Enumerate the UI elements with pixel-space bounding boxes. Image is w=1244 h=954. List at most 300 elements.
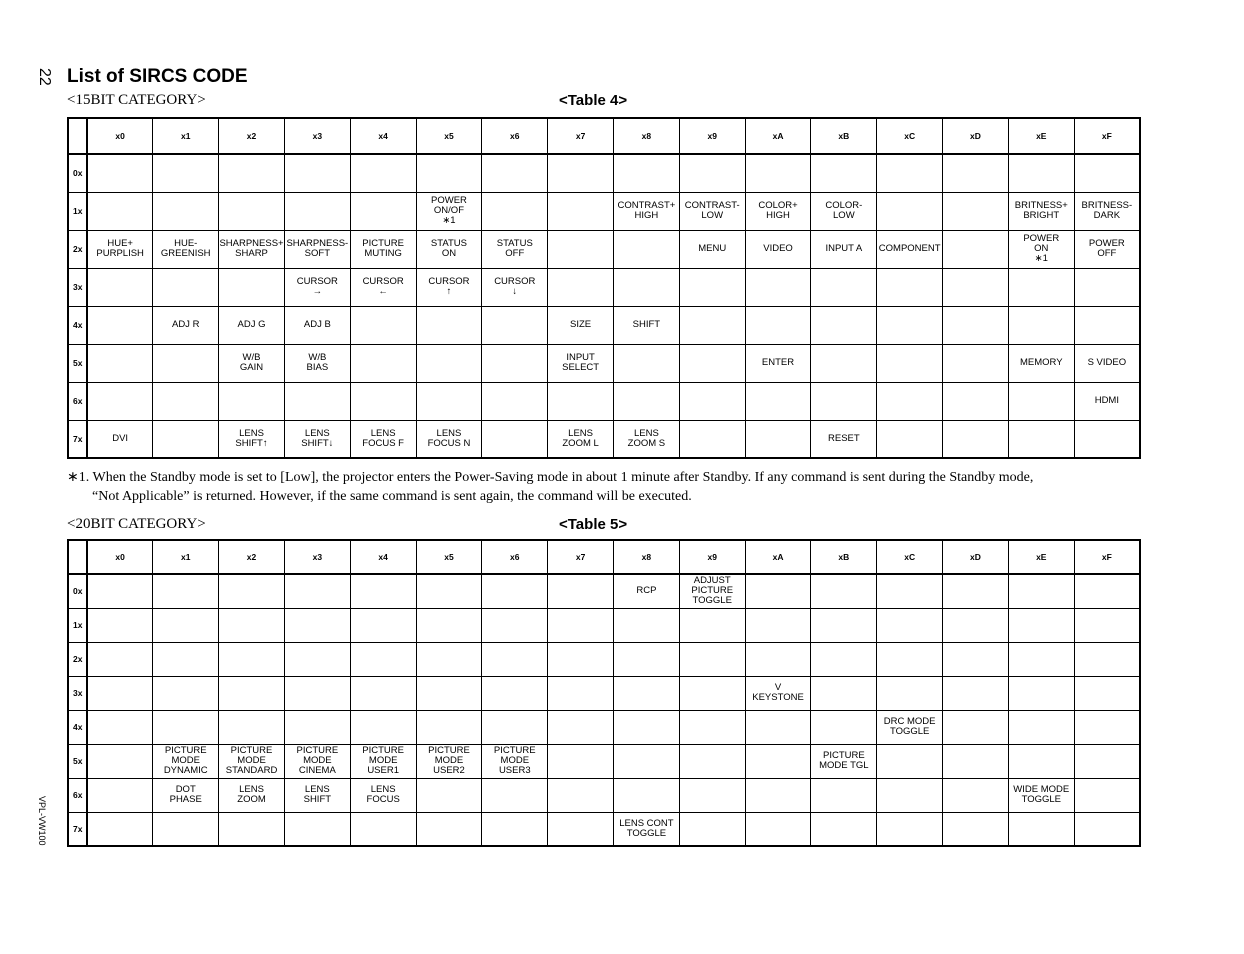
code-cell: SHARPNESS- SOFT	[284, 230, 350, 268]
code-cell: LENS ZOOM	[219, 778, 285, 812]
code-cell	[679, 420, 745, 458]
code-cell	[87, 574, 153, 608]
code-cell	[943, 420, 1009, 458]
code-cell	[350, 192, 416, 230]
code-cell	[416, 154, 482, 192]
column-header: xA	[745, 118, 811, 154]
code-cell	[482, 192, 548, 230]
code-cell	[87, 778, 153, 812]
code-cell	[1008, 306, 1074, 344]
column-header: x4	[350, 540, 416, 574]
row-header: 0x	[68, 574, 87, 608]
model-label: VPL-VW100	[37, 796, 47, 846]
code-cell	[745, 574, 811, 608]
code-cell	[87, 676, 153, 710]
code-cell	[350, 812, 416, 846]
code-cell: COMPONENT	[877, 230, 943, 268]
code-cell: MEMORY	[1008, 344, 1074, 382]
table-row	[68, 812, 1140, 846]
code-cell	[811, 306, 877, 344]
column-header: xE	[1008, 540, 1074, 574]
code-cell	[943, 608, 1009, 642]
code-cell	[877, 608, 943, 642]
code-cell	[745, 608, 811, 642]
column-header: x5	[416, 118, 482, 154]
corner-cell	[68, 540, 87, 574]
code-cell: CURSOR →	[284, 268, 350, 306]
code-cell	[1074, 608, 1140, 642]
row-header: 5x	[68, 344, 87, 382]
column-header: x7	[548, 118, 614, 154]
code-cell: PICTURE MODE USER2	[416, 744, 482, 778]
code-cell	[614, 230, 680, 268]
code-cell	[350, 382, 416, 420]
code-cell	[745, 420, 811, 458]
code-cell	[416, 344, 482, 382]
code-cell: BRITNESS+ BRIGHT	[1008, 192, 1074, 230]
code-cell	[548, 812, 614, 846]
code-cell: LENS FOCUS	[350, 778, 416, 812]
code-cell	[153, 574, 219, 608]
column-header: xE	[1008, 118, 1074, 154]
code-cell	[1074, 744, 1140, 778]
column-header: xC	[877, 540, 943, 574]
code-cell	[811, 642, 877, 676]
code-cell	[153, 382, 219, 420]
code-cell: HUE- GREENISH	[153, 230, 219, 268]
code-cell: POWER ON/OF ∗1	[416, 192, 482, 230]
code-cell: CURSOR ↓	[482, 268, 548, 306]
corner-cell	[68, 118, 87, 154]
column-header: x6	[482, 118, 548, 154]
code-cell	[614, 676, 680, 710]
code-cell	[1008, 676, 1074, 710]
code-cell	[1008, 268, 1074, 306]
sircs-20bit-table	[67, 539, 1141, 847]
code-cell	[1074, 574, 1140, 608]
column-header: x2	[219, 540, 285, 574]
code-cell	[548, 744, 614, 778]
code-cell: LENS FOCUS N	[416, 420, 482, 458]
column-header: x1	[153, 118, 219, 154]
column-header: x0	[87, 118, 153, 154]
code-cell	[614, 382, 680, 420]
code-cell: HDMI	[1074, 382, 1140, 420]
code-cell	[745, 778, 811, 812]
column-header: xD	[943, 118, 1009, 154]
code-cell	[482, 344, 548, 382]
code-cell	[679, 154, 745, 192]
row-header: 1x	[68, 192, 87, 230]
code-cell	[87, 608, 153, 642]
code-cell	[1074, 268, 1140, 306]
code-cell	[416, 574, 482, 608]
column-header: x6	[482, 540, 548, 574]
code-cell	[1008, 574, 1074, 608]
code-cell: POWER OFF	[1074, 230, 1140, 268]
code-cell	[219, 676, 285, 710]
row-header: 7x	[68, 812, 87, 846]
code-cell	[350, 306, 416, 344]
code-cell	[548, 676, 614, 710]
code-cell	[943, 230, 1009, 268]
code-cell	[482, 812, 548, 846]
code-cell	[482, 608, 548, 642]
code-cell	[614, 642, 680, 676]
table-row	[68, 268, 1140, 306]
code-cell: PICTURE MODE USER1	[350, 744, 416, 778]
row-header: 2x	[68, 642, 87, 676]
table-row	[68, 642, 1140, 676]
code-cell: LENS SHIFT↓	[284, 420, 350, 458]
column-header: x2	[219, 118, 285, 154]
code-cell	[943, 154, 1009, 192]
code-cell	[679, 608, 745, 642]
code-cell: SHIFT	[614, 306, 680, 344]
code-cell	[416, 812, 482, 846]
code-cell	[153, 192, 219, 230]
code-cell	[811, 268, 877, 306]
column-header: x7	[548, 540, 614, 574]
code-cell	[87, 268, 153, 306]
code-cell	[679, 344, 745, 382]
code-cell	[153, 676, 219, 710]
code-cell	[679, 710, 745, 744]
code-cell	[811, 344, 877, 382]
code-cell	[679, 306, 745, 344]
code-cell	[1008, 710, 1074, 744]
code-cell	[877, 642, 943, 676]
code-cell: LENS FOCUS F	[350, 420, 416, 458]
code-cell	[153, 420, 219, 458]
code-cell	[1074, 812, 1140, 846]
code-cell	[614, 710, 680, 744]
row-header: 1x	[68, 608, 87, 642]
code-cell	[284, 154, 350, 192]
code-cell	[1074, 676, 1140, 710]
code-cell: STATUS OFF	[482, 230, 548, 268]
column-header: xA	[745, 540, 811, 574]
row-header: 3x	[68, 268, 87, 306]
code-cell	[811, 676, 877, 710]
code-cell	[482, 306, 548, 344]
code-cell: PICTURE MODE TGL	[811, 744, 877, 778]
code-cell	[877, 154, 943, 192]
code-cell	[811, 382, 877, 420]
code-cell	[811, 778, 877, 812]
header-row	[68, 540, 1140, 574]
column-header: xD	[943, 540, 1009, 574]
table-row	[68, 154, 1140, 192]
code-cell: LENS SHIFT↑	[219, 420, 285, 458]
table-row	[68, 710, 1140, 744]
code-cell	[416, 382, 482, 420]
code-cell	[416, 306, 482, 344]
code-cell	[614, 744, 680, 778]
code-cell	[1074, 710, 1140, 744]
column-header: xB	[811, 118, 877, 154]
code-cell: PICTURE MUTING	[350, 230, 416, 268]
code-cell	[350, 710, 416, 744]
code-cell	[614, 268, 680, 306]
code-cell	[1074, 306, 1140, 344]
row-header: 4x	[68, 306, 87, 344]
code-cell	[679, 744, 745, 778]
code-cell	[811, 812, 877, 846]
code-cell: STATUS ON	[416, 230, 482, 268]
row-header: 0x	[68, 154, 87, 192]
code-cell	[87, 306, 153, 344]
code-cell	[679, 812, 745, 846]
code-cell	[87, 710, 153, 744]
code-cell: LENS SHIFT	[284, 778, 350, 812]
code-cell: ENTER	[745, 344, 811, 382]
code-cell: INPUT A	[811, 230, 877, 268]
sircs-15bit-table	[67, 117, 1141, 459]
code-cell	[219, 608, 285, 642]
code-cell	[284, 642, 350, 676]
code-cell	[745, 710, 811, 744]
row-header: 6x	[68, 382, 87, 420]
code-cell: HUE+ PURPLISH	[87, 230, 153, 268]
code-cell: DOT PHASE	[153, 778, 219, 812]
column-header: x3	[284, 540, 350, 574]
code-cell	[548, 710, 614, 744]
row-header: 7x	[68, 420, 87, 458]
code-cell: ADJ R	[153, 306, 219, 344]
code-cell: CONTRAST- LOW	[679, 192, 745, 230]
table-row	[68, 306, 1140, 344]
footnote-line-2: “Not Applicable” is returned. However, if the same command is sent again, the command will be executed.	[92, 489, 692, 504]
code-cell	[482, 420, 548, 458]
code-cell	[1074, 420, 1140, 458]
code-cell	[943, 192, 1009, 230]
code-cell	[416, 676, 482, 710]
code-cell	[679, 268, 745, 306]
code-cell	[87, 812, 153, 846]
code-cell	[745, 642, 811, 676]
code-cell	[877, 676, 943, 710]
code-cell	[284, 812, 350, 846]
code-cell	[284, 192, 350, 230]
code-cell	[153, 344, 219, 382]
code-cell	[219, 382, 285, 420]
header-row	[68, 118, 1140, 154]
code-cell: W/B BIAS	[284, 344, 350, 382]
code-cell	[745, 306, 811, 344]
page-title: List of SIRCS CODE	[67, 66, 248, 87]
code-cell	[219, 710, 285, 744]
row-header: 5x	[68, 744, 87, 778]
table-row	[68, 192, 1140, 230]
table-row	[68, 344, 1140, 382]
code-cell	[153, 268, 219, 306]
code-cell: PICTURE MODE STANDARD	[219, 744, 285, 778]
column-header: x3	[284, 118, 350, 154]
code-cell	[877, 192, 943, 230]
code-cell	[877, 268, 943, 306]
code-cell	[943, 710, 1009, 744]
column-header: x9	[679, 118, 745, 154]
code-cell	[548, 268, 614, 306]
code-cell	[745, 268, 811, 306]
table-row	[68, 778, 1140, 812]
table-row	[68, 574, 1140, 608]
code-cell: W/B GAIN	[219, 344, 285, 382]
code-cell	[482, 710, 548, 744]
table-row	[68, 420, 1140, 458]
code-cell	[679, 642, 745, 676]
row-header: 6x	[68, 778, 87, 812]
code-cell: RCP	[614, 574, 680, 608]
code-cell	[416, 778, 482, 812]
table4-label: <Table 4>	[559, 92, 628, 109]
code-cell	[1008, 642, 1074, 676]
code-cell	[1008, 154, 1074, 192]
code-cell: SIZE	[548, 306, 614, 344]
code-cell: PICTURE MODE DYNAMIC	[153, 744, 219, 778]
code-cell	[87, 154, 153, 192]
code-cell	[1008, 382, 1074, 420]
code-cell: COLOR- LOW	[811, 192, 877, 230]
code-cell	[350, 154, 416, 192]
code-cell: ADJ B	[284, 306, 350, 344]
code-cell	[679, 382, 745, 420]
code-cell	[482, 642, 548, 676]
footnote	[67, 468, 1167, 506]
code-cell	[1008, 608, 1074, 642]
code-cell	[877, 344, 943, 382]
table4-category: <15BIT CATEGORY>	[67, 92, 206, 108]
code-cell: S VIDEO	[1074, 344, 1140, 382]
column-header: xF	[1074, 118, 1140, 154]
code-cell: PICTURE MODE USER3	[482, 744, 548, 778]
code-cell	[153, 154, 219, 192]
code-cell	[87, 382, 153, 420]
code-cell	[877, 306, 943, 344]
code-cell	[943, 344, 1009, 382]
code-cell	[153, 608, 219, 642]
code-cell	[284, 676, 350, 710]
column-header: xF	[1074, 540, 1140, 574]
code-cell	[482, 154, 548, 192]
table-row	[68, 382, 1140, 420]
code-cell	[350, 642, 416, 676]
code-cell: ADJUST PICTURE TOGGLE	[679, 574, 745, 608]
code-cell	[219, 268, 285, 306]
code-cell	[548, 574, 614, 608]
code-cell	[219, 812, 285, 846]
code-cell	[87, 344, 153, 382]
table5-label: <Table 5>	[559, 516, 628, 533]
code-cell	[943, 306, 1009, 344]
code-cell	[811, 574, 877, 608]
code-cell: V KEYSTONE	[745, 676, 811, 710]
code-cell	[614, 778, 680, 812]
code-cell	[219, 574, 285, 608]
code-cell	[1008, 744, 1074, 778]
code-cell	[943, 744, 1009, 778]
code-cell	[943, 268, 1009, 306]
code-cell: PICTURE MODE CINEMA	[284, 744, 350, 778]
column-header: x1	[153, 540, 219, 574]
column-header: x8	[614, 540, 680, 574]
code-cell	[482, 382, 548, 420]
code-cell	[811, 608, 877, 642]
column-header: x0	[87, 540, 153, 574]
code-cell	[548, 778, 614, 812]
code-cell	[943, 382, 1009, 420]
code-cell	[482, 778, 548, 812]
code-cell	[1008, 812, 1074, 846]
code-cell	[1008, 420, 1074, 458]
code-cell	[482, 574, 548, 608]
code-cell	[877, 812, 943, 846]
code-cell: POWER ON ∗1	[1008, 230, 1074, 268]
code-cell	[614, 608, 680, 642]
code-cell	[745, 154, 811, 192]
code-cell	[87, 192, 153, 230]
code-cell: ADJ G	[219, 306, 285, 344]
code-cell: COLOR+ HIGH	[745, 192, 811, 230]
code-cell: RESET	[811, 420, 877, 458]
code-cell	[943, 642, 1009, 676]
code-cell	[284, 574, 350, 608]
code-cell	[219, 192, 285, 230]
code-cell: LENS ZOOM S	[614, 420, 680, 458]
code-cell: LENS ZOOM L	[548, 420, 614, 458]
code-cell: CURSOR ↑	[416, 268, 482, 306]
code-cell	[87, 744, 153, 778]
code-cell	[548, 642, 614, 676]
code-cell	[877, 420, 943, 458]
code-cell	[1074, 778, 1140, 812]
code-cell	[548, 382, 614, 420]
code-cell	[679, 676, 745, 710]
code-cell: CONTRAST+ HIGH	[614, 192, 680, 230]
code-cell	[811, 710, 877, 744]
code-cell	[548, 608, 614, 642]
code-cell	[153, 710, 219, 744]
code-cell	[350, 608, 416, 642]
table-row	[68, 744, 1140, 778]
code-cell	[548, 230, 614, 268]
column-header: x9	[679, 540, 745, 574]
code-cell	[877, 744, 943, 778]
code-cell: WIDE MODE TOGGLE	[1008, 778, 1074, 812]
code-cell	[943, 812, 1009, 846]
code-cell: CURSOR ←	[350, 268, 416, 306]
code-cell	[350, 344, 416, 382]
code-cell	[87, 642, 153, 676]
code-cell: DRC MODE TOGGLE	[877, 710, 943, 744]
code-cell	[153, 642, 219, 676]
code-cell	[482, 676, 548, 710]
code-cell	[614, 154, 680, 192]
code-cell: DVI	[87, 420, 153, 458]
row-header: 3x	[68, 676, 87, 710]
code-cell	[284, 710, 350, 744]
row-header: 4x	[68, 710, 87, 744]
code-cell	[350, 574, 416, 608]
code-cell	[219, 642, 285, 676]
code-cell	[745, 744, 811, 778]
code-cell	[614, 344, 680, 382]
code-cell: INPUT SELECT	[548, 344, 614, 382]
code-cell	[1074, 642, 1140, 676]
code-cell	[284, 382, 350, 420]
code-cell: LENS CONT TOGGLE	[614, 812, 680, 846]
